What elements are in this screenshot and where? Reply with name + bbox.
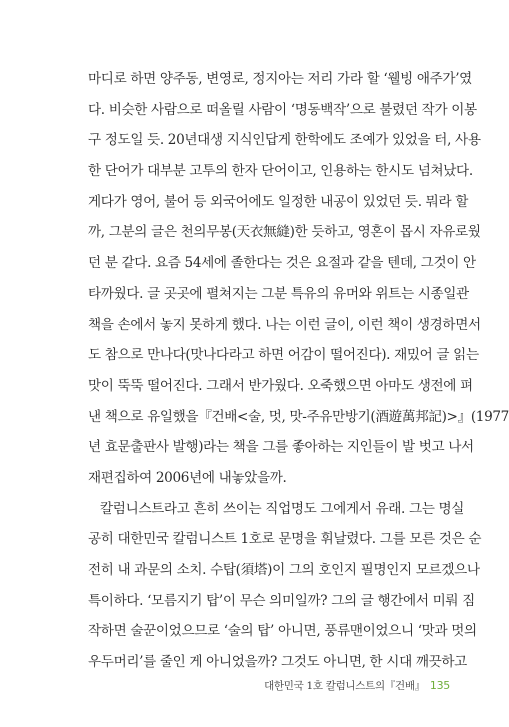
page-number: 135 — [429, 679, 450, 692]
paragraph-start-line: 칼럼니스트라고 흔히 쓰이는 직업명도 그에게서 유래. 그는 명실 — [100, 500, 465, 517]
text-line: 작하면 술꾼이었으므로 ‘술의 탑’ 아니면, 풍류맨이었으니 ‘맛과 멋의 — [88, 623, 477, 640]
text-line: 우두머리’를 줄인 게 아니었을까? 그것도 아니면, 한 시대 깨끗하고 — [88, 654, 467, 671]
text-line: 맛이 뚝뚝 떨어진다. 그래서 반가웠다. 오죽했으면 아마도 생전에 펴 — [88, 377, 473, 394]
text-line: 전히 내 과문의 소치. 수탑(須塔)이 그의 호인지 필명인지 모르겠으나 — [88, 562, 480, 578]
text-line: 도 참으로 만나다(맛나다라고 하면 어감이 떨어진다). 재밌어 글 읽는 — [88, 347, 479, 364]
text-line: 년 효문출판사 발행)라는 책을 그를 좋아하는 지인들이 발 벗고 나서 — [88, 439, 474, 456]
text-line: 구 정도일 듯. 20년대생 지식인답게 한학에도 조예가 있었을 터, 사용 — [88, 132, 481, 149]
text-line: 게다가 영어, 불어 등 외국어에도 일정한 내공이 있었던 듯. 뭐라 할 — [88, 193, 468, 210]
text-line: 타까웠다. 글 곳곳에 펼쳐지는 그분 특유의 유머와 위트는 시종일관 — [88, 285, 469, 302]
text-line: 책을 손에서 놓지 못하게 했다. 나는 이런 글이, 이런 책이 생경하면서 — [88, 316, 481, 333]
page-footer — [250, 678, 450, 694]
running-title: 대한민국 1호 칼럼니스트의『건배』 — [264, 680, 425, 692]
text-line: 재편집하여 2006년에 내놓았을까. — [88, 469, 287, 486]
text-line: 까, 그분의 글은 천의무봉(天衣無縫)한 듯하고, 영혼이 몹시 자유로웠 — [88, 224, 481, 241]
text-line: 던 분 같다. 요즘 54세에 졸한다는 것은 요절과 같을 텐데, 그것이 안 — [88, 255, 476, 272]
body-text — [88, 64, 509, 678]
text-line: 낸 책으로 유일했을『건배<술, 멋, 맛-주유만방기(酒遊萬邦記)>』(1977 — [88, 408, 509, 425]
text-line: 한 단어가 대부분 고투의 한자 단어이고, 인용하는 한시도 넘쳐났다. — [88, 163, 473, 180]
text-line: 마디로 하면 양주동, 변영로, 정지아는 저리 가라 할 ‘웰빙 애주가’였 — [88, 71, 472, 87]
text-line: 다. 비슷한 사람으로 떠올릴 사람이 ‘명동백작’으로 불렸던 작가 이봉 — [88, 101, 477, 118]
text-line: 특이하다. ‘모름지기 탑’이 무슨 의미일까? 그의 글 행간에서 미뤄 짐 — [88, 592, 475, 609]
text-line: 공히 대한민국 칼럼니스트 1호로 문명을 휘날렸다. 그를 모른 것은 순 — [88, 531, 482, 548]
